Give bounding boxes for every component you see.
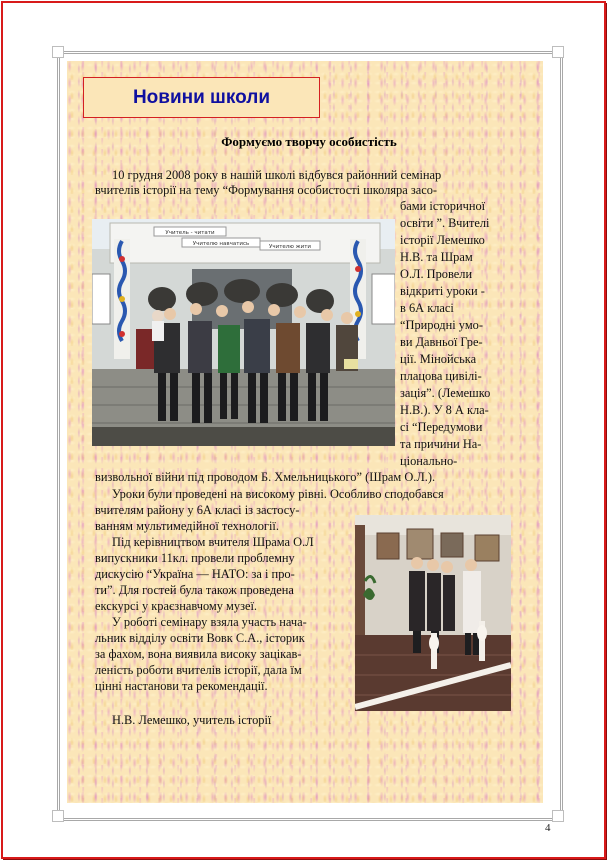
text-line: “Природні умо- bbox=[400, 318, 483, 332]
text-line: цінні настанови та рекомендації. bbox=[95, 679, 268, 693]
text-line: відкриті уроки - bbox=[400, 284, 485, 298]
text-line: освіти ”. Вчителі bbox=[400, 216, 490, 230]
section-title: Новини школи bbox=[132, 86, 271, 108]
text-line: вчителям району у 6А класі із застосу- bbox=[95, 503, 300, 517]
text-line: бами історичної bbox=[400, 199, 486, 213]
text-line: сі “Передумови bbox=[400, 420, 483, 434]
text-line: зація”. (Лемешко bbox=[400, 386, 491, 400]
text-line: О.Л. Провели bbox=[400, 267, 473, 281]
frame-corner-top-left bbox=[52, 46, 64, 58]
text-line: в 6А класі bbox=[400, 301, 454, 315]
text-line: визвольної війни під проводом Б. Хмельницького” (Шрам О.Л.). bbox=[95, 470, 436, 484]
text-line: та причини На- bbox=[400, 437, 482, 451]
text-line: льник відділу освіти Вовк С.А., історик bbox=[95, 631, 305, 645]
text-line: Н.В.). У 8 А кла- bbox=[400, 403, 489, 417]
group-photo-school bbox=[92, 219, 395, 446]
museum-photo bbox=[355, 515, 511, 711]
text-line: У роботі семінару взяла участь нача- bbox=[112, 615, 307, 629]
text-line: за фахом, вона виявила високу зацікав- bbox=[95, 647, 302, 661]
text-line: вчителів історії на тему “Формування особистості школяра засо- bbox=[95, 183, 438, 197]
text-line: Уроки були проведені на високому рівні. Особливо сподобався bbox=[112, 487, 444, 501]
text-line: ванням мультимедійної технології. bbox=[95, 519, 279, 533]
frame-corner-bottom-left bbox=[52, 810, 64, 822]
text-line: ції. Мінойська bbox=[400, 352, 477, 366]
article-signature: Н.В. Лемешко, учитель історії bbox=[112, 713, 272, 727]
sign-text: Учителю навчатись bbox=[192, 241, 250, 247]
frame-corner-top-right bbox=[552, 46, 564, 58]
text-line: випускники 11кл. провели проблемну bbox=[95, 551, 295, 565]
sign-text: Учителю жити bbox=[269, 244, 311, 250]
text-line: ти”. Для гостей була також проведена bbox=[95, 583, 294, 597]
article-headline: Формуємо творчу особистість bbox=[221, 134, 397, 149]
text-line: ви Давньої Гре- bbox=[400, 335, 483, 349]
section-title-box bbox=[83, 77, 320, 118]
text-line: плацова цивілі- bbox=[400, 369, 482, 383]
page-number: 4 bbox=[545, 822, 551, 834]
text-line: дискусію “Україна — НАТО: за і про- bbox=[95, 567, 295, 581]
text-line: екскурсі у краєзнавчому музеї. bbox=[95, 599, 258, 613]
text-line: Під керівництвом вчителя Шрама О.Л bbox=[112, 535, 314, 549]
text-line: ціонально- bbox=[400, 454, 458, 468]
text-line: 10 грудня 2008 року в нашій школі відбувся районний семінар bbox=[112, 168, 442, 182]
text-line: леність роботи вчителів історії, дала їм bbox=[95, 663, 302, 677]
text-line: Н.В. та Шрам bbox=[400, 250, 473, 264]
sign-text: Учитель - читати bbox=[165, 230, 215, 236]
text-line: історії Лемешко bbox=[400, 233, 485, 247]
frame-corner-bottom-right bbox=[552, 810, 564, 822]
